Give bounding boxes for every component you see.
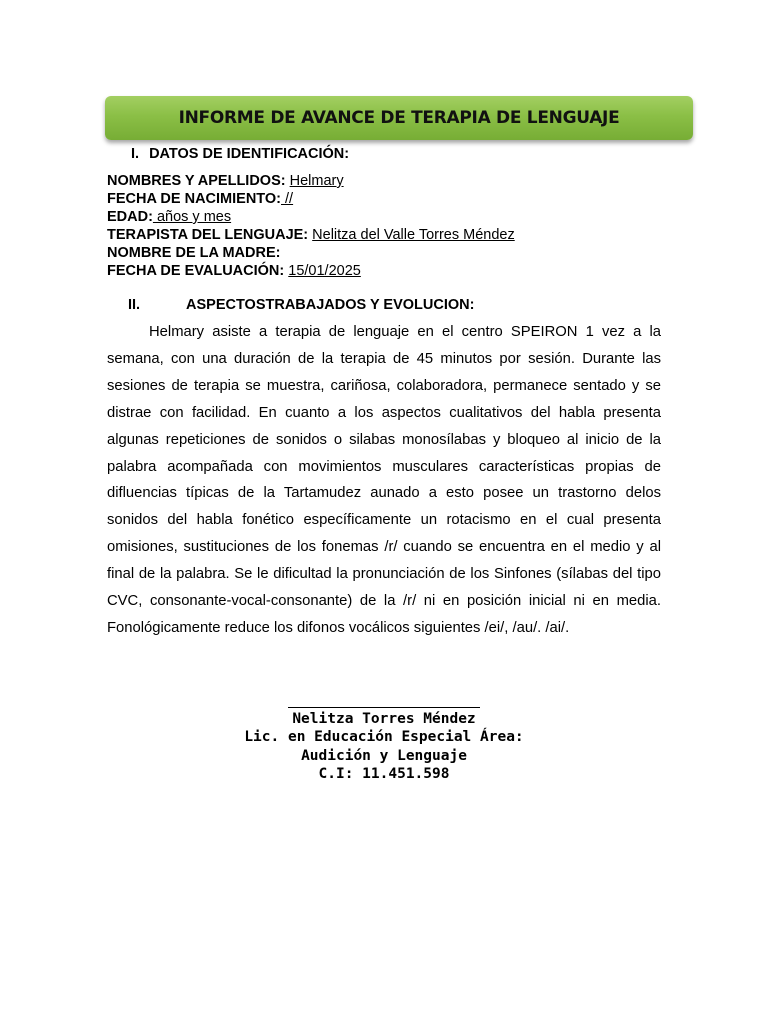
field-row-names (107, 172, 515, 190)
field-label-age: EDAD: (107, 209, 153, 225)
field-label-birthdate: FECHA DE NACIMIENTO: (107, 191, 281, 207)
field-value-evaluation-date: 15/01/2025 (288, 263, 361, 279)
signature-line (288, 707, 480, 708)
field-value-names: Helmary (289, 173, 344, 189)
signature-block (200, 710, 568, 783)
progress-paragraph: Helmary asiste a terapia de lenguaje en el centro SPEIRON 1 vez a la semana, con una duración de la terapia de 45 minutos por sesión. Durante las sesiones de terapia se muestra, cariñosa, colaboradora, permanece sentado y se distrae con facilidad. En cuanto a los aspectos cualitativos del habla presenta algunas repeticiones de sonidos o silabas monosílabas y bloqueo al inicio de la palabra acompañada con movimientos musculares características propias de difluencias típicas de la Tartamudez aunado a esto posee un trastorno delos sonidos del habla fonético específicamente un rotacismo en el cual presenta omisiones, sustituciones de los fonemas /r/ cuando se encuentra en el medio y al final de la palabra. Se le dificultad la pronunciación de los Sinfones (sílabas del tipo CVC, consonante-vocal-consonante) de la /r/ ni en posición inicial ni en media. Fonológicamente reduce los difonos vocálicos siguientes /ei/, /au/. /ai/. (107, 324, 661, 636)
field-label-names: NOMBRES Y APELLIDOS: (107, 173, 286, 189)
signature-title: Lic. en Educación Especial Área: (244, 729, 524, 746)
report-title: INFORME DE AVANCE DE TERAPIA DE LENGUAJE (178, 108, 620, 128)
field-value-birthdate: // (281, 191, 294, 207)
identification-fields (107, 172, 515, 280)
field-row-birthdate (107, 190, 515, 208)
field-value-age: años y mes (152, 209, 232, 225)
section-2-number: II. (128, 297, 141, 313)
section-1-title: DATOS DE IDENTIFICACIÓN: (149, 146, 350, 162)
section-1-number: I. (131, 146, 140, 162)
field-row-age (107, 208, 515, 226)
signature-area: Audición y Lenguaje (301, 747, 467, 764)
signature-id: C.I: 11.451.598 (318, 765, 450, 782)
section-2-heading (128, 297, 474, 313)
report-title-banner (105, 96, 693, 140)
section-1-heading (131, 146, 349, 162)
signature-name: Nelitza Torres Méndez (292, 711, 476, 727)
field-row-therapist (107, 226, 515, 244)
field-label-evaluation-date: FECHA DE EVALUACIÓN: (107, 263, 285, 279)
section-2-title: ASPECTOSTRABAJADOS Y EVOLUCION: (186, 297, 475, 313)
field-label-mother: NOMBRE DE LA MADRE: (107, 245, 281, 261)
field-label-therapist: TERAPISTA DEL LENGUAJE: (107, 227, 309, 243)
field-row-evaluation-date (107, 262, 515, 280)
field-row-mother (107, 244, 515, 262)
field-value-therapist: Nelitza del Valle Torres Méndez (312, 227, 515, 243)
